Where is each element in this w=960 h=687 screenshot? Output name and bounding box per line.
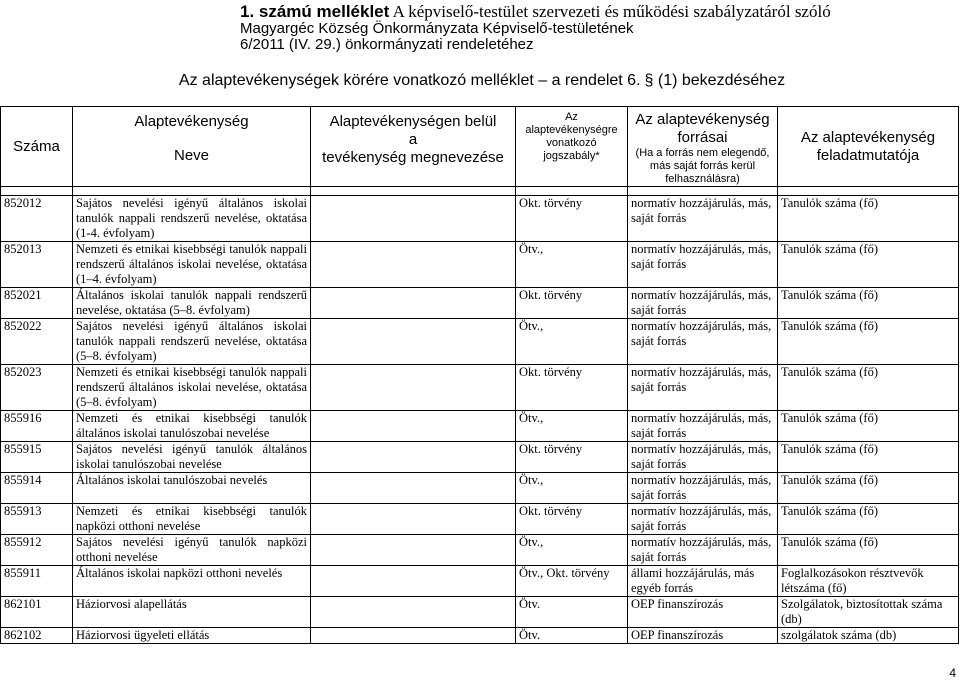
col-jogszabaly: Az alaptevékenységre vonatkozó jogszabály*	[516, 107, 628, 187]
subtitle	[0, 72, 960, 90]
row-source: normatív hozzájárulás, más, saját forrás	[628, 473, 778, 504]
col-alap-top: Alaptevékenység	[134, 113, 249, 130]
row-name: Sajátos nevelési igényű általános iskolai tanulók nappali rendszerű nevelése, oktatása (5–8. évfolyam)	[73, 319, 311, 365]
row-code: 855915	[1, 442, 73, 473]
row-indicator: Tanulók száma (fő)	[778, 242, 959, 288]
row-name: Általános iskolai napközi otthoni nevelés	[73, 566, 311, 597]
row-code: 855914	[1, 473, 73, 504]
col-alaptevekenyseg	[73, 107, 311, 187]
row-activity	[311, 442, 516, 473]
col-forrasai: Az alaptevékenység forrásai (Ha a forrás nem elegendő, más saját forrás kerül felhasználásra)	[628, 107, 778, 187]
table-row	[1, 535, 959, 566]
table-body	[1, 196, 959, 644]
table-row	[1, 597, 959, 628]
row-code: 855911	[1, 566, 73, 597]
row-code: 855916	[1, 411, 73, 442]
row-activity	[311, 504, 516, 535]
table-row	[1, 566, 959, 597]
row-code: 855913	[1, 504, 73, 535]
row-name: Általános iskolai tanulószobai nevelés	[73, 473, 311, 504]
row-activity	[311, 365, 516, 411]
row-code: 852013	[1, 242, 73, 288]
row-name: Sajátos nevelési igényű általános iskolai tanulók nappali rendszerű nevelése, oktatása (1-4. évfolyam)	[73, 196, 311, 242]
row-law: Okt. törvény	[516, 365, 628, 411]
row-indicator: Tanulók száma (fő)	[778, 411, 959, 442]
row-law: Ötv.	[516, 597, 628, 628]
annex-number: 1. számú melléklet	[240, 2, 390, 21]
row-indicator: szolgálatok száma (db)	[778, 628, 959, 644]
table-row	[1, 473, 959, 504]
row-code: 852022	[1, 319, 73, 365]
row-code: 862101	[1, 597, 73, 628]
row-name: Nemzeti és etnikai kisebbségi tanulók nappali rendszerű általános iskolai nevelése, oktatása (5–8. évfolyam)	[73, 365, 311, 411]
row-activity	[311, 566, 516, 597]
row-activity	[311, 319, 516, 365]
row-source: OEP finanszírozás	[628, 597, 778, 628]
row-name: Háziorvosi ügyeleti ellátás	[73, 628, 311, 644]
row-code: 855912	[1, 535, 73, 566]
subtitle-text: Az alaptevékenységek körére vonatkozó melléklet – a rendelet 6.	[178, 72, 641, 89]
row-law: Ötv.	[516, 628, 628, 644]
row-indicator: Tanulók száma (fő)	[778, 442, 959, 473]
row-name: Nemzeti és etnikai kisebbségi tanulók napközi otthoni nevelése	[73, 504, 311, 535]
row-source: normatív hozzájárulás, más, saját forrás	[628, 411, 778, 442]
col-belul: Alaptevékenységen belül a tevékenység megnevezése	[311, 107, 516, 187]
document-title	[240, 2, 940, 53]
row-indicator: Tanulók száma (fő)	[778, 535, 959, 566]
table-row	[1, 288, 959, 319]
row-name: Általános iskolai tanulók nappali rendszerű nevelése, oktatása (5–8. évfolyam)	[73, 288, 311, 319]
title-line-3: 6/2011 (IV. 29.) önkormányzati rendeletéhez	[240, 36, 534, 53]
row-code: 852021	[1, 288, 73, 319]
row-indicator: Tanulók száma (fő)	[778, 196, 959, 242]
subtitle-section: § (1) bekezdéséhez	[644, 72, 786, 89]
row-law: Ötv., Okt. törvény	[516, 566, 628, 597]
table-row	[1, 319, 959, 365]
row-indicator: Tanulók száma (fő)	[778, 288, 959, 319]
row-source: normatív hozzájárulás, más, saját forrás	[628, 319, 778, 365]
title-line-1: A képviselő-testület szervezeti és működési szabályzatáról szóló	[389, 2, 831, 21]
row-law: Okt. törvény	[516, 504, 628, 535]
row-name: Háziorvosi alapellátás	[73, 597, 311, 628]
row-code: 852023	[1, 365, 73, 411]
table-row	[1, 504, 959, 535]
row-indicator: Tanulók száma (fő)	[778, 319, 959, 365]
row-code: 852012	[1, 196, 73, 242]
table-row	[1, 442, 959, 473]
row-code: 862102	[1, 628, 73, 644]
row-indicator: Tanulók száma (fő)	[778, 365, 959, 411]
row-name: Sajátos nevelési igényű tanulók napközi otthoni nevelése	[73, 535, 311, 566]
row-source: OEP finanszírozás	[628, 628, 778, 644]
row-source: normatív hozzájárulás, más, saját forrás	[628, 365, 778, 411]
col-alap-neve: Neve	[173, 147, 210, 164]
table-row	[1, 242, 959, 288]
table-row	[1, 628, 959, 644]
row-source: normatív hozzájárulás, más, saját forrás	[628, 288, 778, 319]
row-law: Okt. törvény	[516, 196, 628, 242]
row-law: Ötv.,	[516, 242, 628, 288]
row-source: állami hozzájárulás, más egyéb forrás	[628, 566, 778, 597]
row-source: normatív hozzájárulás, más, saját forrás	[628, 535, 778, 566]
row-indicator: Foglalkozásokon résztvevők létszáma (fő)	[778, 566, 959, 597]
row-indicator: Szolgálatok, biztosítottak száma (db)	[778, 597, 959, 628]
row-source: normatív hozzájárulás, más, saját forrás	[628, 504, 778, 535]
row-law: Ötv.,	[516, 473, 628, 504]
table-header	[1, 107, 959, 187]
col-feladatmutato: Az alaptevékenység feladatmutatója	[778, 107, 959, 187]
row-law: Okt. törvény	[516, 288, 628, 319]
row-law: Okt. törvény	[516, 442, 628, 473]
row-source: normatív hozzájárulás, más, saját forrás	[628, 442, 778, 473]
table-row	[1, 411, 959, 442]
row-activity	[311, 196, 516, 242]
row-indicator: Tanulók száma (fő)	[778, 504, 959, 535]
table-row	[1, 196, 959, 242]
col-szama: Száma	[1, 107, 73, 187]
row-name: Sajátos nevelési igényű tanulók általános iskolai tanulószobai nevelése	[73, 442, 311, 473]
row-activity	[311, 628, 516, 644]
row-activity	[311, 288, 516, 319]
row-source: normatív hozzájárulás, más, saját forrás	[628, 196, 778, 242]
row-activity	[311, 411, 516, 442]
row-source: normatív hozzájárulás, más, saját forrás	[628, 242, 778, 288]
table-row	[1, 365, 959, 411]
row-activity	[311, 597, 516, 628]
row-indicator: Tanulók száma (fő)	[778, 473, 959, 504]
row-name: Nemzeti és etnikai kisebbségi tanulók általános iskolai tanulószobai nevelése	[73, 411, 311, 442]
page-number: 4	[949, 666, 956, 680]
row-name: Nemzeti és etnikai kisebbségi tanulók nappali rendszerű általános iskolai nevelése, oktatása (1–4. évfolyam)	[73, 242, 311, 288]
row-law: Ötv.,	[516, 411, 628, 442]
row-activity	[311, 242, 516, 288]
row-law: Ötv.,	[516, 535, 628, 566]
row-activity	[311, 473, 516, 504]
title-line-2: Magyargéc Község Önkormányzata Képviselő-testületének	[240, 20, 634, 37]
row-activity	[311, 535, 516, 566]
row-law: Ötv.,	[516, 319, 628, 365]
activities-table	[0, 106, 959, 644]
